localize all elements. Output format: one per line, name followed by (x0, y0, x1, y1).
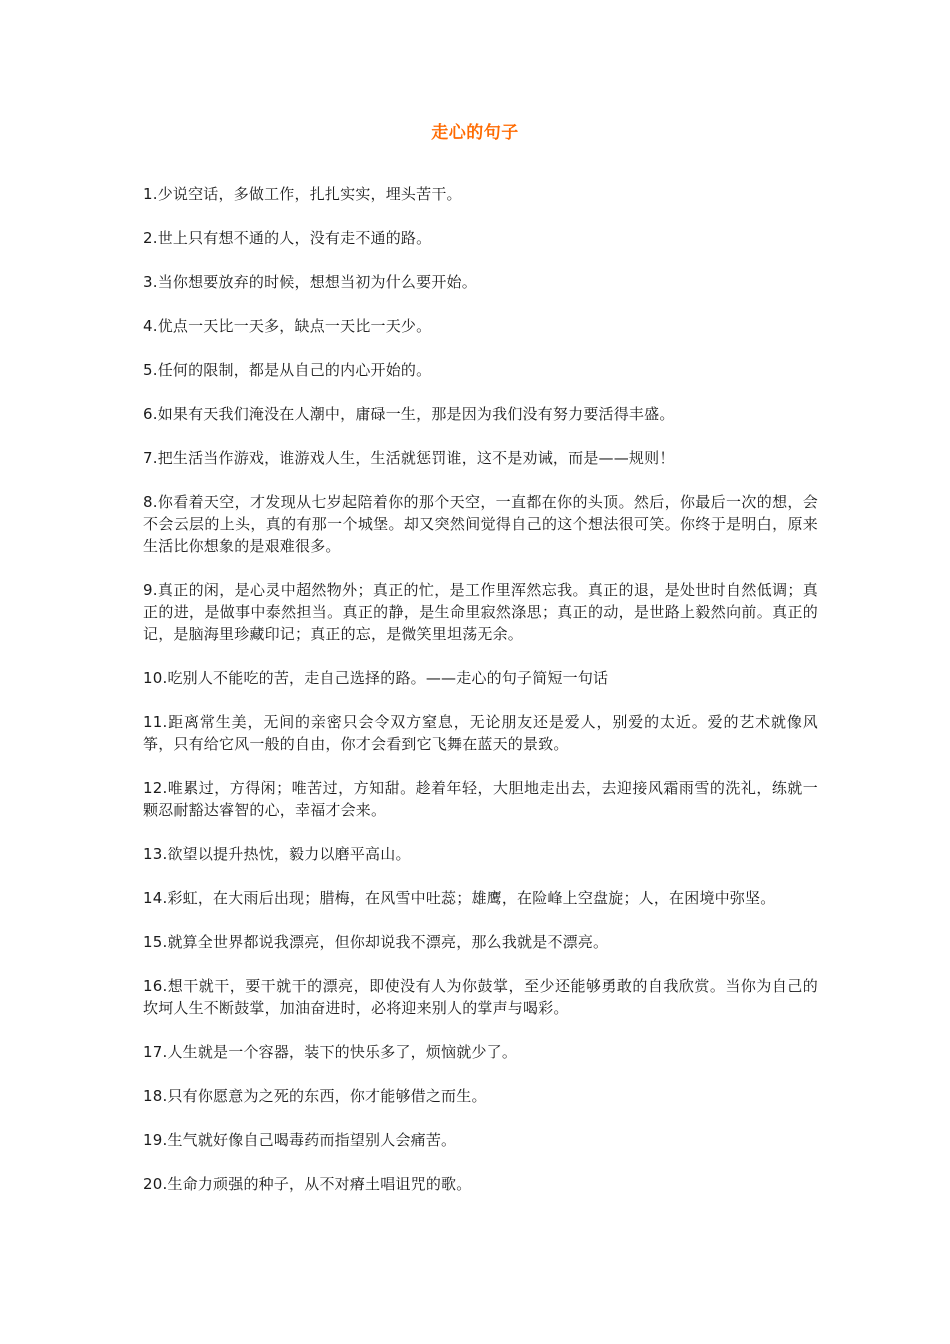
sentence-item: 12.唯累过，方得闲；唯苦过，方知甜。趁着年轻，大胆地走出去，去迎接风霜雨雪的洗礼，练就一颗忍耐豁达睿智的心，幸福才会来。 (143, 779, 818, 819)
sentence-item: 19.生气就好像自己喝毒药而指望别人会痛苦。 (143, 1131, 457, 1149)
sentence-item: 5.任何的限制，都是从自己的内心开始的。 (143, 361, 432, 379)
page-title: 走心的句子 (431, 123, 519, 143)
sentence-item: 2.世上只有想不通的人，没有走不通的路。 (143, 229, 432, 247)
sentence-item: 14.彩虹，在大雨后出现；腊梅，在风雪中吐蕊；雄鹰，在险峰上空盘旋；人，在困境中弥坚。 (143, 889, 776, 907)
sentence-item: 17.人生就是一个容器，装下的快乐多了，烦恼就少了。 (143, 1043, 518, 1061)
sentence-item: 8.你看着天空，才发现从七岁起陪着你的那个天空，一直都在你的头顶。然后，你最后一次的想，会不会云层的上头，真的有那一个城堡。却又突然间觉得自己的这个想法很可笑。你终于是明白，原来生活比你想象的是艰难很多。 (143, 493, 818, 555)
sentence-item: 11.距离常生美，无间的亲密只会令双方窒息，无论朋友还是爱人，别爱的太近。爱的艺术就像风筝，只有给它风一般的自由，你才会看到它飞舞在蓝天的景致。 (143, 713, 818, 753)
sentence-list (143, 183, 818, 1217)
sentence-item: 3.当你想要放弃的时候，想想当初为什么要开始。 (143, 273, 477, 291)
sentence-item: 13.欲望以提升热忱，毅力以磨平高山。 (143, 845, 411, 863)
sentence-item: 16.想干就干，要干就干的漂亮，即使没有人为你鼓掌，至少还能够勇敢的自我欣赏。当你为自己的坎坷人生不断鼓掌，加油奋进时，必将迎来别人的掌声与喝彩。 (143, 977, 818, 1017)
sentence-item: 18.只有你愿意为之死的东西，你才能够借之而生。 (143, 1087, 487, 1105)
sentence-item: 9.真正的闲，是心灵中超然物外；真正的忙，是工作里浑然忘我。真正的退，是处世时自然低调；真正的进，是做事中泰然担当。真正的静，是生命里寂然涤思；真正的动，是世路上毅然向前。真正的记，是脑海里珍藏印记；真正的忘，是微笑里坦荡无余。 (143, 581, 818, 643)
sentence-item: 20.生命力顽强的种子，从不对瘠土唱诅咒的歌。 (143, 1175, 472, 1193)
sentence-item: 7.把生活当作游戏，谁游戏人生，生活就惩罚谁，这不是劝诫，而是——规则！ (143, 449, 675, 467)
sentence-item: 15.就算全世界都说我漂亮，但你却说我不漂亮，那么我就是不漂亮。 (143, 933, 609, 951)
sentence-item: 1.少说空话，多做工作，扎扎实实，埋头苦干。 (143, 185, 462, 203)
sentence-item: 10.吃别人不能吃的苦，走自己选择的路。——走心的句子简短一句话 (143, 669, 609, 687)
sentence-item: 4.优点一天比一天多，缺点一天比一天少。 (143, 317, 432, 335)
sentence-item: 6.如果有天我们淹没在人潮中，庸碌一生，那是因为我们没有努力要活得丰盛。 (143, 405, 675, 423)
